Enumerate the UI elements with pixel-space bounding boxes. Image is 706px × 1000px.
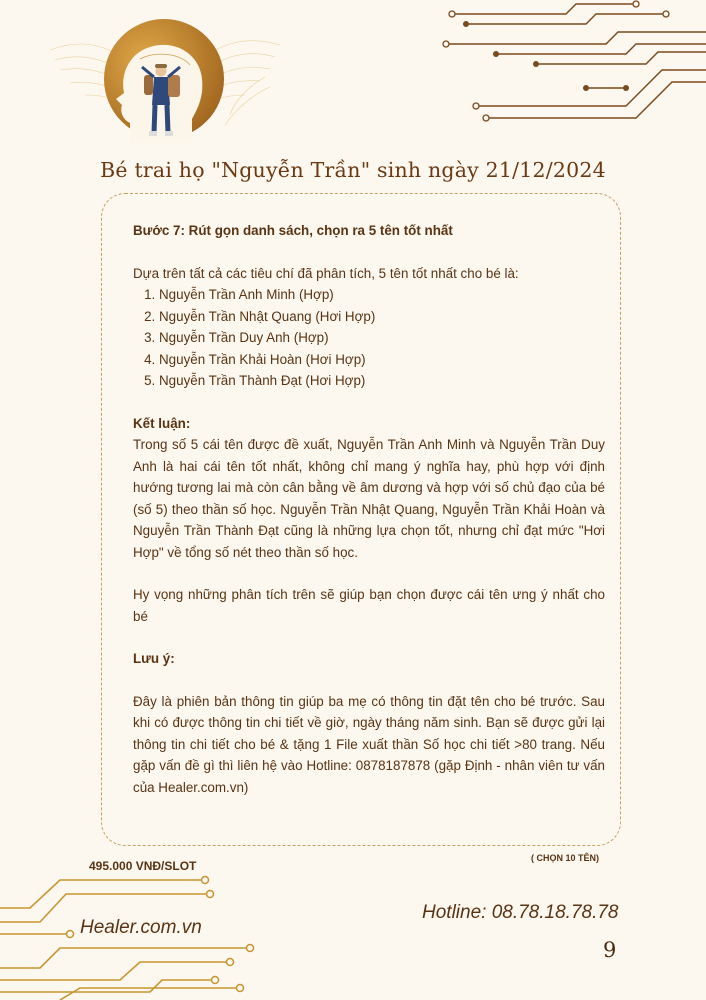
note-heading: Lưu ý:: [133, 651, 175, 666]
page-number: 9: [603, 938, 617, 962]
list-item: 5. Nguyễn Trần Thành Đạt (Hơi Hợp): [159, 370, 605, 392]
page-title: Bé trai họ "Nguyễn Trần" sinh ngày 21/12/2024: [100, 158, 606, 182]
list-item: 4. Nguyễn Trần Khải Hoàn (Hơi Hợp): [159, 349, 605, 371]
choose-label: ( CHỌN 10 TÊN): [531, 853, 600, 863]
content-body: [133, 220, 605, 798]
logo: [30, 15, 300, 150]
name-list: [133, 284, 605, 392]
list-item: 2. Nguyễn Trần Nhật Quang (Hơi Hợp): [159, 306, 605, 328]
conclusion-text: Trong số 5 cái tên được đề xuất, Nguyễn Trần Anh Minh và Nguyễn Trần Duy Anh là hai cái tên tốt nhất, không chỉ mang ý nghĩa hay, phù hợp với định hướng tương lai mà còn cân bằng về âm dương và hợp với số chủ đạo của bé (số 5) theo thần số học. Nguyễn Trần Nhật Quang, Nguyễn Trần Khải Hoàn và Nguyễn Trần Thành Đạt cũng là những lựa chọn tốt, nhưng chỉ đạt mức "Hơi Hợp" về tổng số nét theo thần số học.: [133, 437, 605, 560]
hotline-text: Hotline: 08.78.18.78.78: [422, 902, 619, 923]
step-heading: Bước 7: Rút gọn danh sách, chọn ra 5 tên tốt nhất: [133, 223, 453, 238]
price-label: 495.000 VNĐ/SLOT: [89, 859, 197, 873]
circuit-decoration-top: [436, 0, 706, 130]
list-item: 1. Nguyễn Trần Anh Minh (Hợp): [159, 284, 605, 306]
intro-text: Dựa trên tất cả các tiêu chí đã phân tích, 5 tên tốt nhất cho bé là:: [133, 265, 519, 281]
list-item: 3. Nguyễn Trần Duy Anh (Hợp): [159, 327, 605, 349]
hope-text: Hy vọng những phân tích trên sẽ giúp bạn chọn được cái tên ưng ý nhất cho bé: [133, 587, 605, 624]
conclusion-heading: Kết luận:: [133, 415, 191, 431]
website-link[interactable]: Healer.com.vn: [80, 917, 202, 938]
note-text: Đây là phiên bản thông tin giúp ba mẹ có thông tin đặt tên cho bé trước. Sau khi có được thông tin chi tiết về giờ, ngày tháng năm sinh. Bạn sẽ được gửi lại thông tin chi tiết cho bé & tặng 1 File xuất thần Số học chi tiết >80 trang. Nếu gặp vấn đề gì thì liên hệ vào Hotline: 0878187878 (gặp Định - nhân viên tư vấn của Healer.com.vn): [133, 693, 605, 795]
